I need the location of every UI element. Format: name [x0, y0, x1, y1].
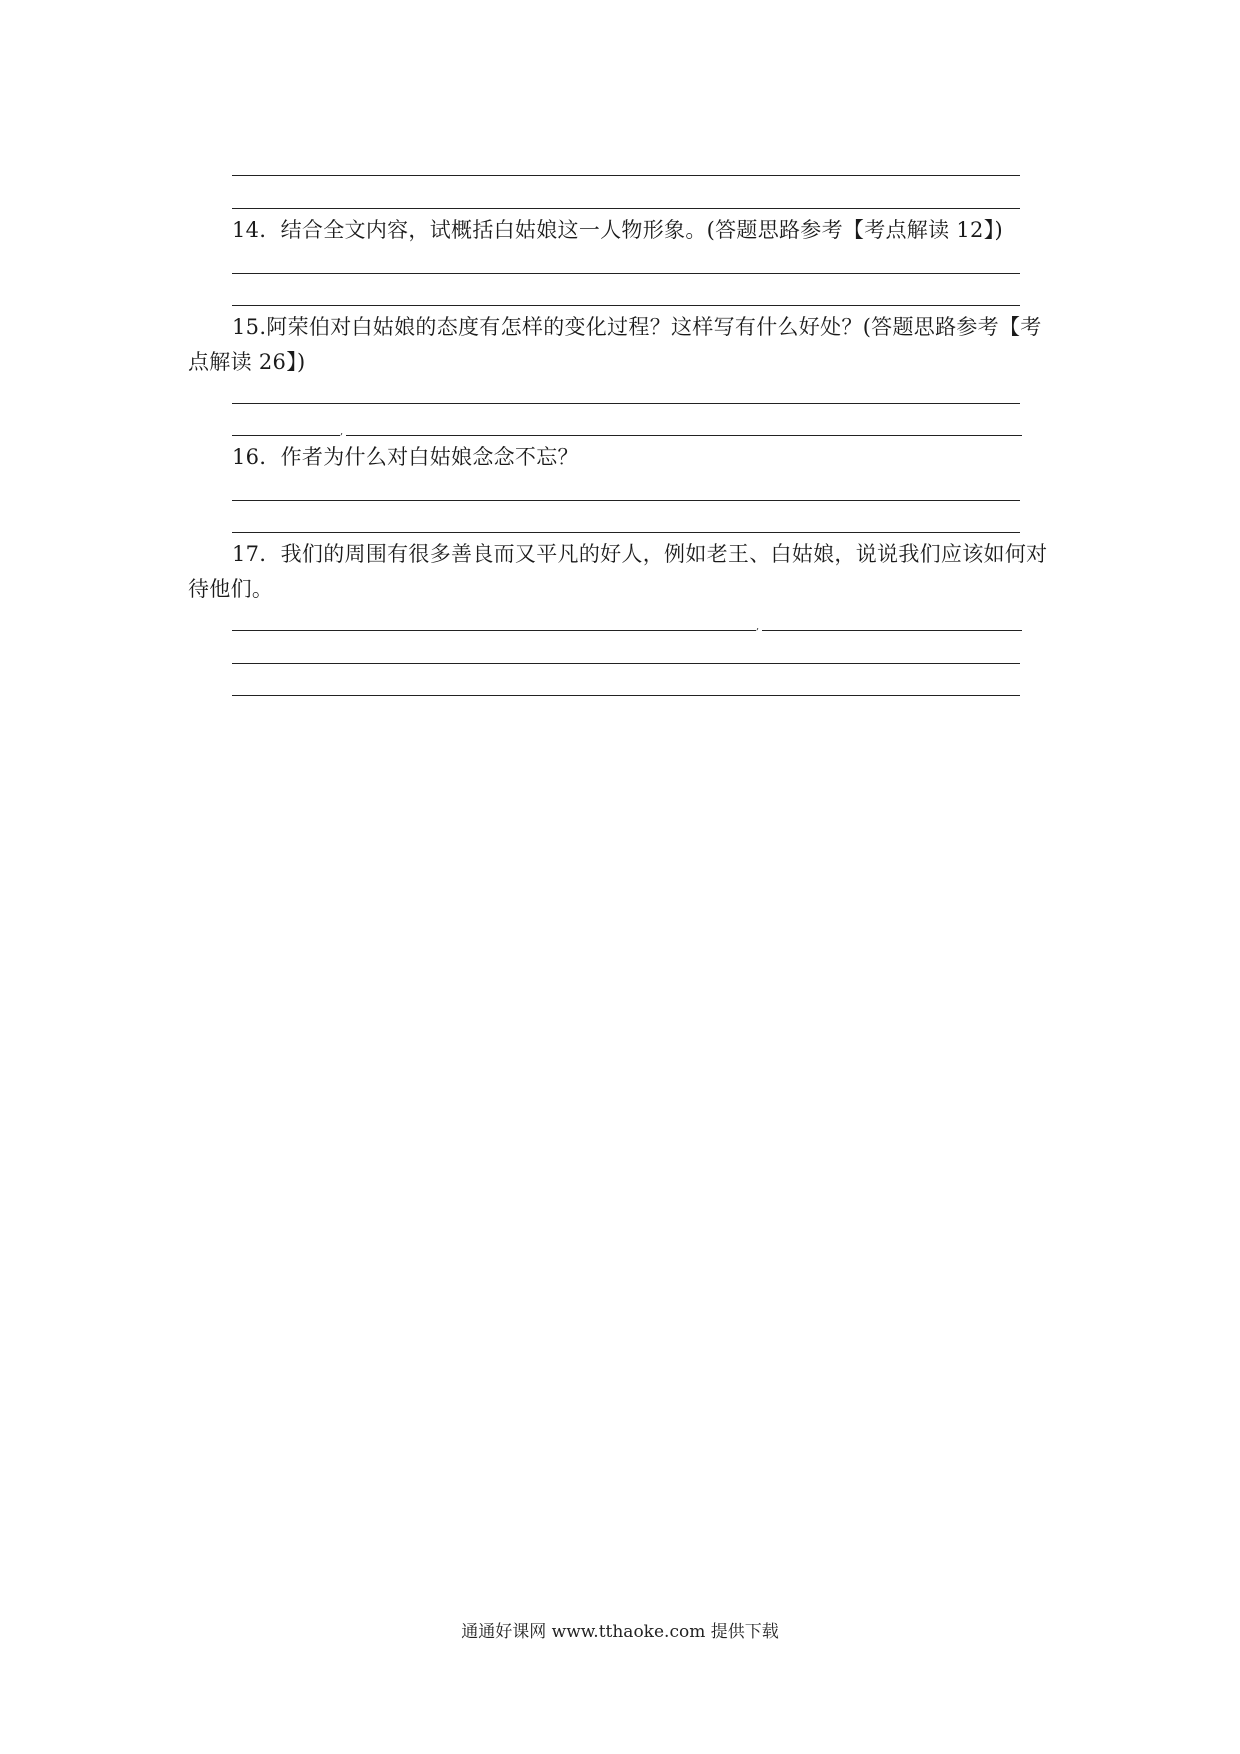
- answer-line: [232, 435, 340, 436]
- answer-line: [232, 500, 1020, 501]
- answer-line: [232, 663, 1020, 664]
- stray-comma-mark: ,: [756, 621, 760, 632]
- answer-line: [232, 630, 756, 631]
- answer-line: [232, 403, 1020, 404]
- answer-line: [232, 208, 1020, 209]
- question-14: 14．结合全文内容，试概括白姑娘这一人物形象。(答题思路参考【考点解读 12】): [232, 218, 1004, 242]
- answer-line: [346, 435, 1022, 436]
- question-16: 16．作者为什么对白姑娘念念不忘？: [232, 445, 579, 469]
- page-footer: 通通好课网 www.tthaoke.com 提供下载: [461, 1622, 779, 1642]
- question-17: 17．我们的周围有很多善良而又平凡的好人，例如老王、白姑娘，说说我们应该如何对待他们。: [188, 542, 1048, 601]
- answer-line: [232, 175, 1020, 176]
- answer-line: [762, 630, 1022, 631]
- answer-line: [232, 305, 1020, 306]
- answer-line: [232, 695, 1020, 696]
- stray-comma-mark: ,: [340, 426, 344, 437]
- answer-line: [232, 532, 1020, 533]
- question-15: 15.阿荣伯对白姑娘的态度有怎样的变化过程？这样写有什么好处？(答题思路参考【考点解读 26】): [188, 315, 1042, 374]
- answer-line: [232, 273, 1020, 274]
